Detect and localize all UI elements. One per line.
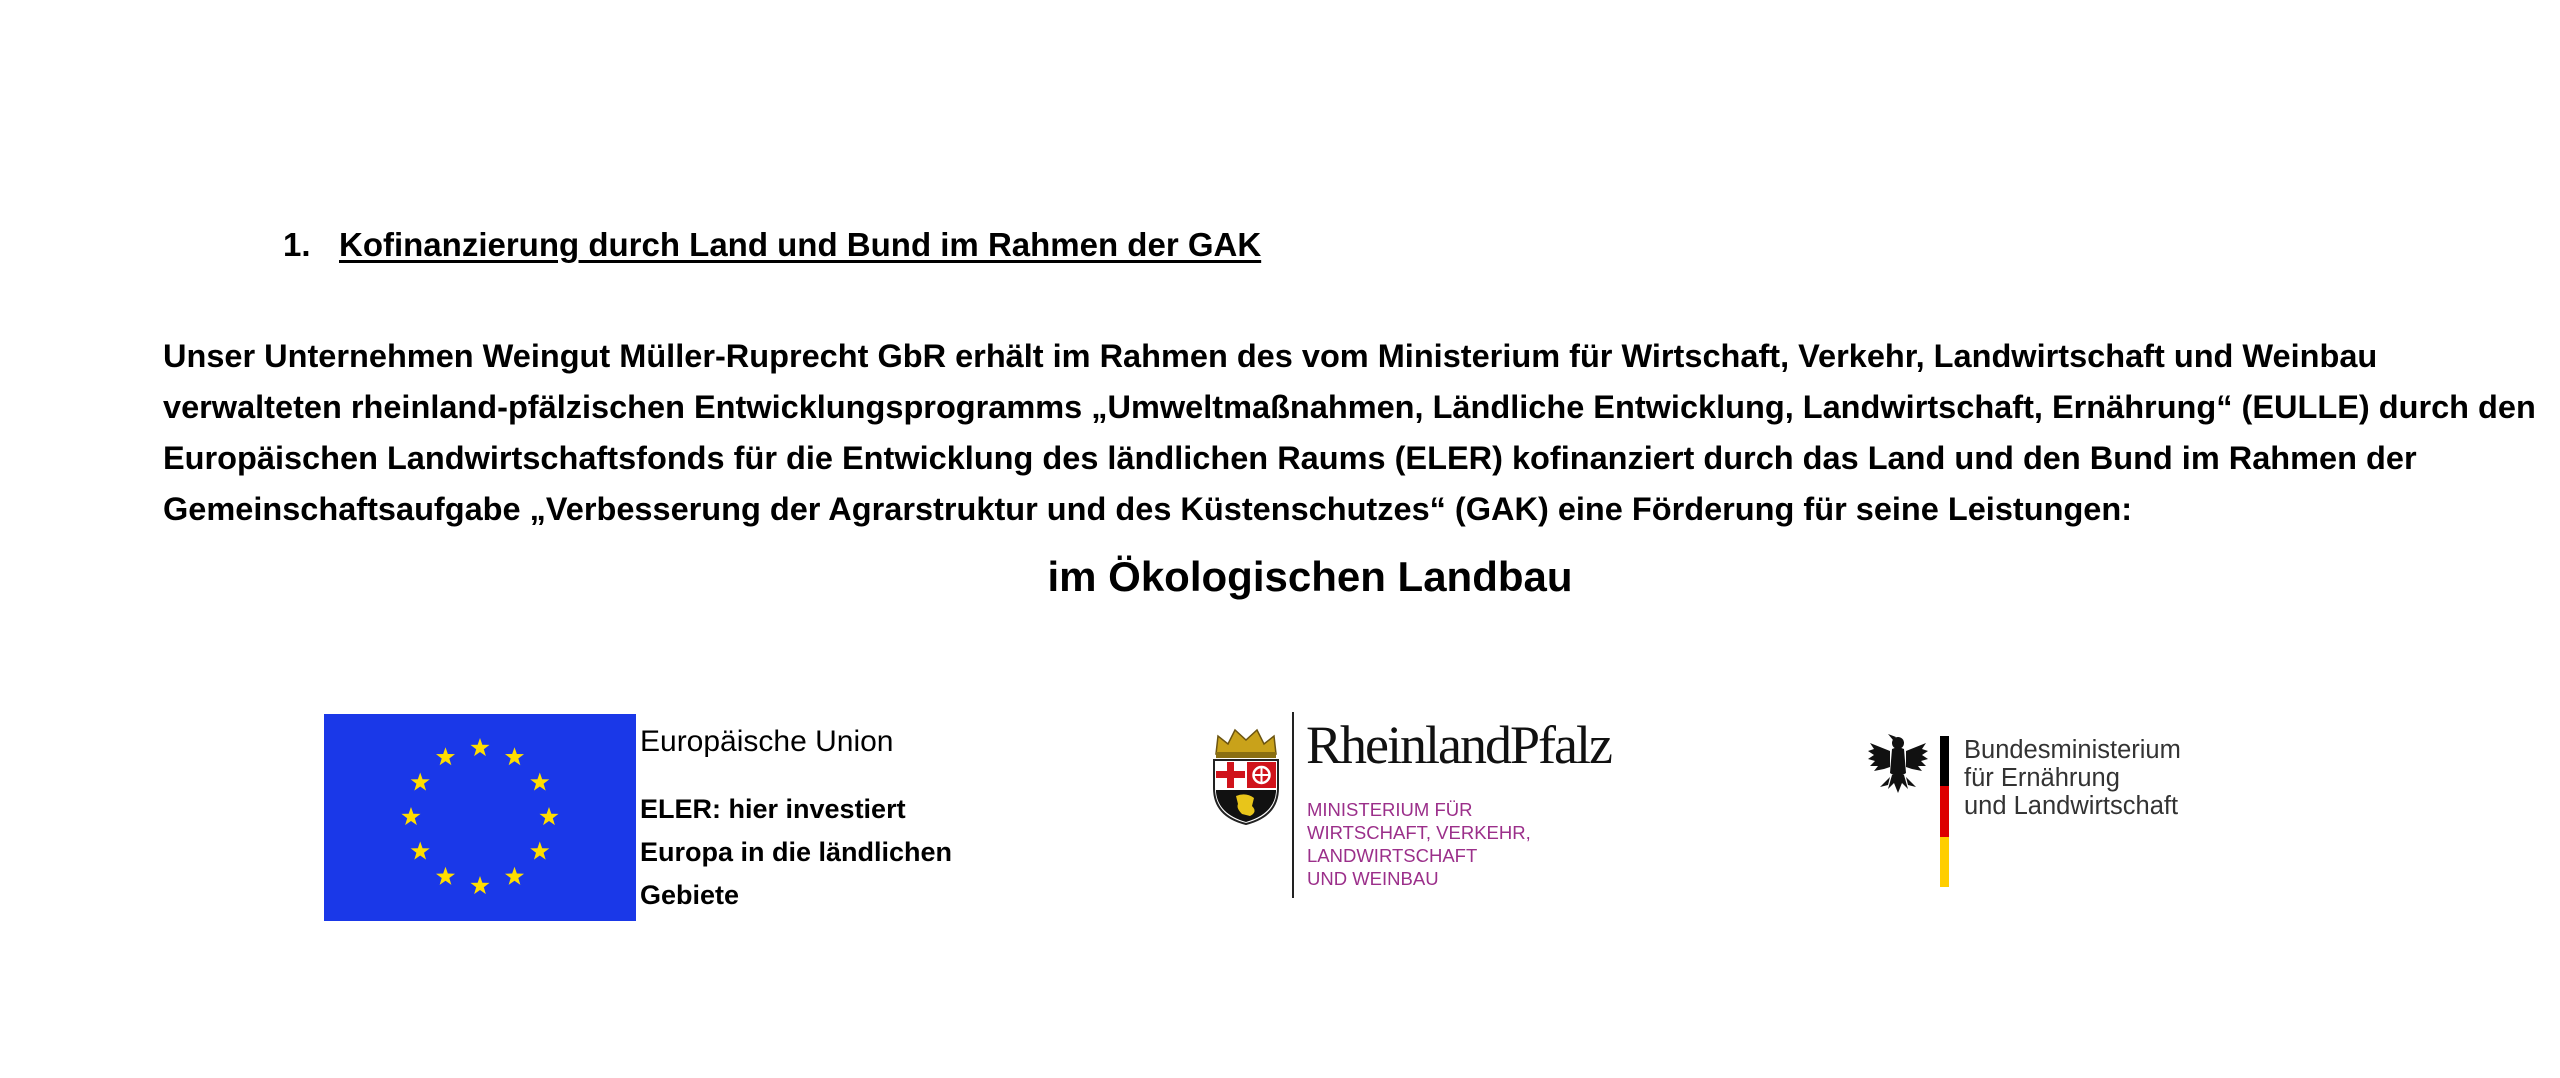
bmel-line: für Ernährung	[1964, 764, 2120, 792]
eu-flag-icon	[324, 714, 636, 921]
funding-paragraph	[163, 331, 2536, 535]
eu-star-icon	[505, 867, 524, 885]
eu-star-icon	[411, 842, 430, 860]
eu-text-line: ELER: hier investiert	[640, 794, 906, 824]
eu-star-icon	[539, 807, 558, 825]
eu-text-line: Europa in die ländlichen	[640, 837, 953, 867]
federal-eagle-icon	[1866, 733, 1930, 804]
paragraph-line: Gemeinschaftsaufgabe „Verbesserung der Agrarstruktur und des Küstenschutzes“ (GAK) eine Förderung für seine Leistungen:	[163, 491, 2133, 527]
section-title: Kofinanzierung durch Land und Bund im Rahmen der GAK	[339, 226, 1262, 263]
rlp-wordmark: RheinlandPfalz	[1306, 715, 1611, 775]
paragraph-line: verwalteten rheinland-pfälzischen Entwicklungsprogramms „Umweltmaßnahmen, Ländliche Entwicklung, Landwirtschaft, Ernährung“ (EULLE) durch den	[163, 389, 2536, 425]
rlp-divider	[1292, 712, 1294, 898]
rlp-coat-of-arms-icon	[1208, 726, 1284, 831]
rlp-ministry-line: WIRTSCHAFT, VERKEHR,	[1307, 822, 1531, 843]
eu-star-icon	[436, 747, 455, 765]
eu-star-icon	[530, 842, 549, 860]
eu-star-icon	[470, 876, 489, 894]
bmel-ministry-name	[1964, 736, 2181, 820]
eu-star-icon	[470, 738, 489, 756]
eu-star-icon	[401, 807, 420, 825]
rlp-ministry-name	[1307, 798, 1531, 890]
subtitle: im Ökologischen Landbau	[1047, 553, 1573, 600]
bmel-line: und Landwirtschaft	[1964, 792, 2179, 820]
eu-title: Europäische Union	[640, 725, 894, 758]
paragraph-line: Unser Unternehmen Weingut Müller-Ruprecht GbR erhält im Rahmen des vom Ministerium für Wirtschaft, Verkehr, Landwirtschaft und Weinbau	[163, 338, 2378, 374]
eu-star-icon	[530, 773, 549, 791]
section-heading	[283, 226, 1261, 264]
flag-stripe-gold	[1940, 837, 1949, 887]
flag-stripe-black	[1940, 736, 1949, 786]
eu-eler-text	[640, 788, 952, 917]
eu-text-line: Gebiete	[640, 880, 740, 910]
rlp-ministry-line: UND WEINBAU	[1307, 868, 1439, 889]
paragraph-line: Europäischen Landwirtschaftsfonds für die Entwicklung des ländlichen Raums (ELER) kofinanziert durch das Land und den Bund im Rahmen der	[163, 440, 2417, 476]
section-number: 1.	[283, 226, 311, 263]
eu-star-icon	[505, 747, 524, 765]
rlp-ministry-line: MINISTERIUM FÜR	[1307, 799, 1473, 820]
german-flag-stripe	[1940, 736, 1949, 887]
flag-stripe-red	[1940, 786, 1949, 836]
rlp-ministry-line: LANDWIRTSCHAFT	[1307, 845, 1478, 866]
eu-star-icon	[436, 867, 455, 885]
eu-star-icon	[411, 773, 430, 791]
bmel-line: Bundesministerium	[1964, 736, 2181, 764]
